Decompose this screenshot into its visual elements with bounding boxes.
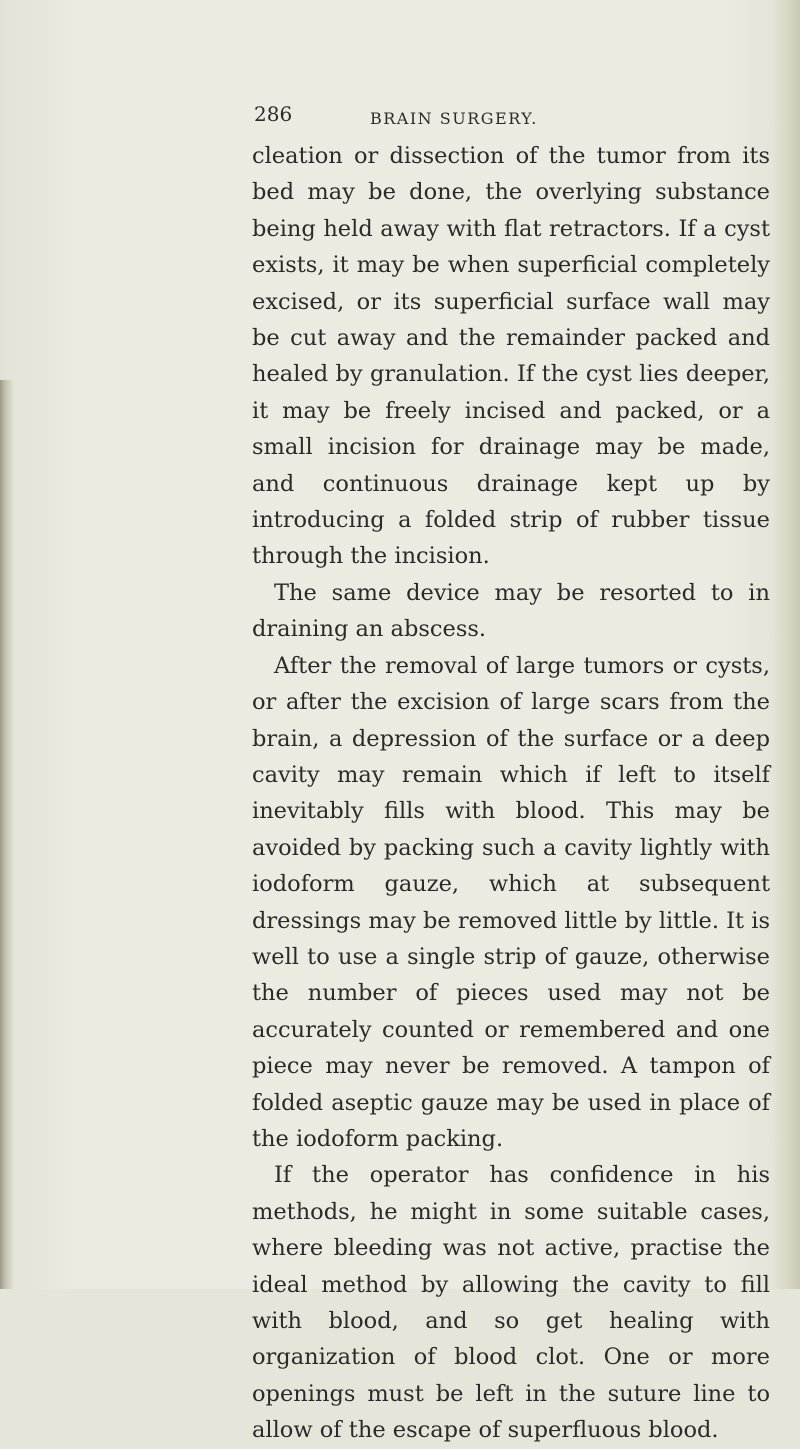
paragraph: If the operator has confidence in his methods, he might in some suitable cases, where bleeding was not active, practise the ideal method by allowing the cavity to fill with blood, and so get healing with organization of blood clot. One or more openings must be left in the suture line to allow of the escape of superfluous blood. [252,1162,770,1444]
page-number: 286 [254,102,293,126]
paragraph: After the removal of large tumors or cysts, or after the excision of large scars from the brain, a depression of the surface or a deep cavity may remain which if left to itself inevitably fills with blood. This may be avoided by packing such a cavity lightly with iodoform gauze, which at subsequent dressings may be removed little by little. It is well to use a single strip of gauze, otherwise the number of pieces used may not be accurately counted or remembered and one piece may never be removed. A tampon of folded aseptic gauze may be used in place of the iodoform packing. [252,652,770,1152]
paragraph-continued: cleation or dissection of the tumor from its bed may be done, the overlying substance being held away with flat retractors. If a cyst exists, it may be when superficial completely excised, or its superficial surface wall may be cut away and the remainder packed and healed by granulation. If the cyst lies deeper, it may be freely incised and packed, or a small incision for drainage may be made, and continuous drainage kept up by introducing a folded strip of rubber tissue through the incision. [252,143,770,570]
binding-shadow [0,380,14,1289]
page-edge [772,0,800,1289]
paragraph: The same device may be resorted to in draining an abscess. [252,579,770,643]
running-head: BRAIN SURGERY. [370,109,538,128]
page-header [254,100,614,136]
body-text [252,138,770,1449]
